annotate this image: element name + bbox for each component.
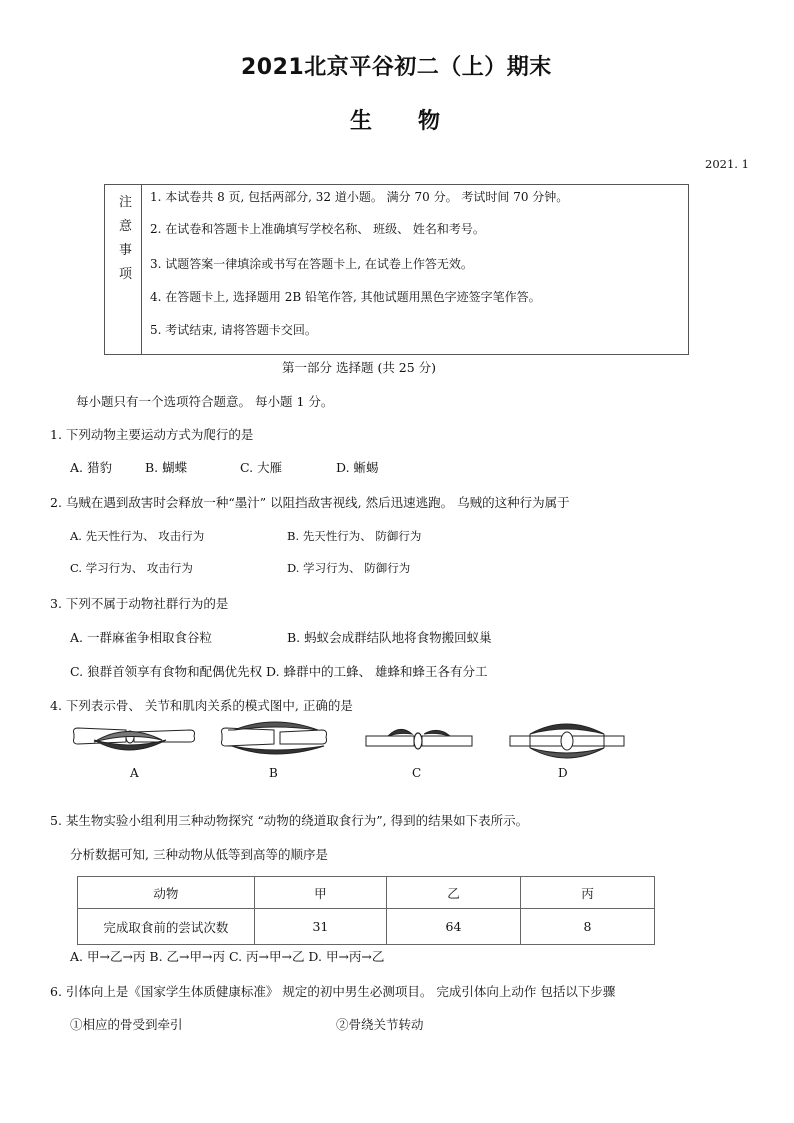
- table-header-cell: 甲: [254, 877, 386, 909]
- question-substem: 分析数据可知, 三种动物从低等到高等的顺序是: [70, 847, 328, 862]
- notice-label-char: 事: [119, 243, 133, 258]
- option-a: A. 一群麻雀争相取食谷粒: [70, 630, 212, 645]
- notice-item: 1. 本试卷共 8 页, 包括两部分, 32 道小题。 满分 70 分。 考试时间 70 分钟。: [150, 190, 569, 204]
- diagram-label-c: C: [412, 766, 422, 780]
- notice-item: 5. 考试结束, 请将答题卡交回。: [150, 323, 317, 337]
- notice-item: 4. 在答题卡上, 选择题用 2B 铅笔作答, 其他试题用黑色字迹签字笔作答。: [150, 290, 541, 304]
- table-cell: 64: [386, 909, 520, 945]
- option-c: C. 学习行为、 攻击行为: [70, 561, 193, 575]
- bone-muscle-diagram-b: [218, 718, 330, 762]
- bone-muscle-diagram-d: [508, 718, 628, 762]
- table-header-cell: 动物: [78, 877, 255, 909]
- notice-label-char: 项: [119, 267, 133, 282]
- question-stem: 3. 下列不属于动物社群行为的是: [50, 596, 229, 611]
- option-b: B. 蚂蚁会成群结队地将食物搬回蚁巢: [287, 630, 492, 645]
- option-d: D. 蜥蜴: [336, 460, 379, 475]
- question-stem: 2. 乌贼在遇到敌害时会释放一种“墨汁” 以阻挡敌害视线, 然后迅速逃跑。 乌贼的这种行为属于: [50, 495, 570, 510]
- section-heading: 第一部分 选择题 (共 25 分): [282, 360, 437, 375]
- exam-date: 2021. 1: [705, 157, 749, 171]
- notice-label-char: 注: [119, 195, 133, 210]
- table-row: [78, 909, 655, 945]
- option-a: A. 猎豹: [70, 460, 112, 475]
- table-header-cell: 乙: [386, 877, 520, 909]
- notice-label-column: [105, 185, 142, 354]
- option-b: B. 先天性行为、 防御行为: [287, 529, 422, 543]
- table-header-cell: 丙: [521, 877, 655, 909]
- notice-label-char: 意: [119, 219, 133, 234]
- table-header-row: [78, 877, 655, 909]
- results-table: [77, 876, 655, 945]
- option-c-d: C. 狼群首领享有食物和配偶优先权 D. 蜂群中的工蜂、 雄蜂和蜂王各有分工: [70, 664, 488, 679]
- diagram-label-d: D: [558, 766, 568, 780]
- step-item: ②骨绕关节转动: [336, 1017, 424, 1032]
- diagram-label-b: B: [269, 766, 278, 780]
- diagram-label-a: A: [130, 766, 139, 780]
- option-c: C. 大雁: [240, 460, 283, 475]
- notice-item: 3. 试题答案一律填涂或书写在答题卡上, 在试卷上作答无效。: [150, 257, 473, 271]
- page-title: 2021北京平谷初二（上）期末: [241, 55, 552, 80]
- question-stem: 4. 下列表示骨、 关节和肌肉关系的模式图中, 正确的是: [50, 698, 353, 713]
- bone-muscle-diagram-a: [70, 718, 198, 762]
- table-cell: 8: [521, 909, 655, 945]
- option-d: D. 学习行为、 防御行为: [287, 561, 411, 575]
- notice-item: 2. 在试卷和答题卡上准确填写学校名称、 班级、 姓名和考号。: [150, 222, 485, 236]
- option-a: A. 先天性行为、 攻击行为: [70, 529, 205, 543]
- section-instruction: 每小题只有一个选项符合题意。 每小题 1 分。: [76, 394, 334, 409]
- question-stem: 1. 下列动物主要运动方式为爬行的是: [50, 427, 254, 442]
- option-b: B. 蝴蝶: [145, 460, 188, 475]
- step-item: ①相应的骨受到牵引: [70, 1017, 183, 1032]
- subject-title: 生物: [350, 109, 487, 134]
- notice-box: [104, 184, 689, 355]
- bone-muscle-diagram-c: [364, 718, 476, 762]
- table-cell: 31: [254, 909, 386, 945]
- options-line: A. 甲→乙→丙 B. 乙→甲→丙 C. 丙→甲→乙 D. 甲→丙→乙: [70, 949, 385, 964]
- question-stem: 5. 某生物实验小组利用三种动物探究 “动物的绕道取食行为”, 得到的结果如下表所示。: [50, 813, 529, 828]
- table-row-label: 完成取食前的尝试次数: [78, 909, 255, 945]
- question-stem: 6. 引体向上是《国家学生体质健康标准》 规定的初中男生必测项目。 完成引体向上动作 包括以下步骤: [50, 984, 616, 999]
